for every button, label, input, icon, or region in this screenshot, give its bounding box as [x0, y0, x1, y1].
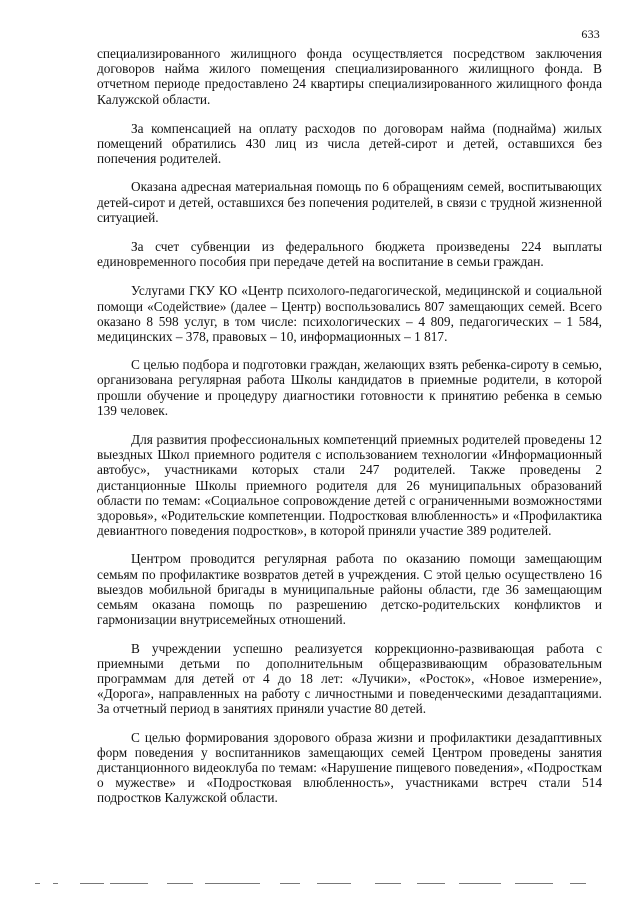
paragraph-candidate-school: С целью подбора и подготовки граждан, желающих взять ребенка-сироту в семью, организована регулярная работа Школы кандидатов в приемные родители, в которой прошли обучение и процедуру диагностики готовности к принятию ребенка в семью 139 человек.: [97, 357, 602, 418]
paragraph-foster-parent-schools: Для развития профессиональных компетенций приемных родителей проведены 12 выездных Школ приемного родителя с использованием технологии «Информационный автобус», участниками которых стали 247 родителей. Также проведены 2 дистанционные Школы приемного родителя для 26 муниципальных образований области по темам: «Социальное сопровождение детей с ограниченными возможностями здоровья», «Родительские компетенции. Подростковая влюбленность» и «Профилактика девиантного поведения подростков», в которой приняли участие 389 родителей.: [97, 432, 602, 539]
scan-artifact-line: [35, 879, 605, 887]
paragraph-correctional-work: В учреждении успешно реализуется коррекционно-развивающая работа с приемными детьми по дополнительным общеразвивающим образовательным программам для детей от 4 до 18 лет: «Лучики», «Росток», «Новое измерение», «Дорога», направленных на работу с личностными и поведенческими дезадаптациями. За отчетный период в занятиях приняли участие 80 детей.: [97, 640, 602, 717]
paragraph-video-club: С целью формирования здорового образа жизни и профилактики дезадаптивных форм поведения у воспитанников замещающих семей Центром проведены занятия дистанционного видеоклуба по темам: «Нарушение пищевого поведения», «Подросткам о мужестве» и «Подростковая влюбленность», участниками встреч стали 514 подростков Калужской области.: [97, 729, 602, 806]
paragraph-federal-subvention: За счет субвенции из федерального бюджета произведены 224 выплаты единовременного пособия при передаче детей на воспитание в семьи граждан.: [97, 239, 602, 270]
paragraph-housing-fund: специализированного жилищного фонда осуществляется посредством заключения договоров найма жилого помещения специализированного жилищного фонда. В отчетном периоде предоставлено 24 квартиры специализированного жилищного фонда Калужской области.: [97, 46, 602, 107]
document-body: [97, 46, 602, 822]
page-number: 633: [581, 27, 600, 41]
paragraph-center-services: Услугами ГКУ КО «Центр психолого-педагогической, медицинской и социальной помощи «Содействие» (далее – Центр) воспользовались 807 замещающих семей. Всего оказано 8 598 услуг, в том числе: психологических – 4 809, педагогических – 1 584, медицинских – 378, правовых – 10, информационных – 1 817.: [97, 283, 602, 345]
paragraph-rent-compensation: За компенсацией на оплату расходов по договорам найма (поднайма) жилых помещений обратились 430 лиц из числа детей-сирот и детей, оставшихся без попечения родителей.: [97, 120, 602, 167]
paragraph-mobile-team: Центром проводится регулярная работа по оказанию помощи замещающим семьям по профилактике возвратов детей в учреждения. С этой целью осуществлено 16 выездов мобильной бригады в муниципальные районы области, где 36 замещающим семьям оказана помощь по разрешению детско-родительских конфликтов и гармонизации внутрисемейных отношений.: [97, 551, 602, 628]
paragraph-material-assistance: Оказана адресная материальная помощь по 6 обращениям семей, воспитывающих детей-сирот и детей, оставшихся без попечения родителей, в связи с трудной жизненной ситуацией.: [97, 179, 602, 225]
